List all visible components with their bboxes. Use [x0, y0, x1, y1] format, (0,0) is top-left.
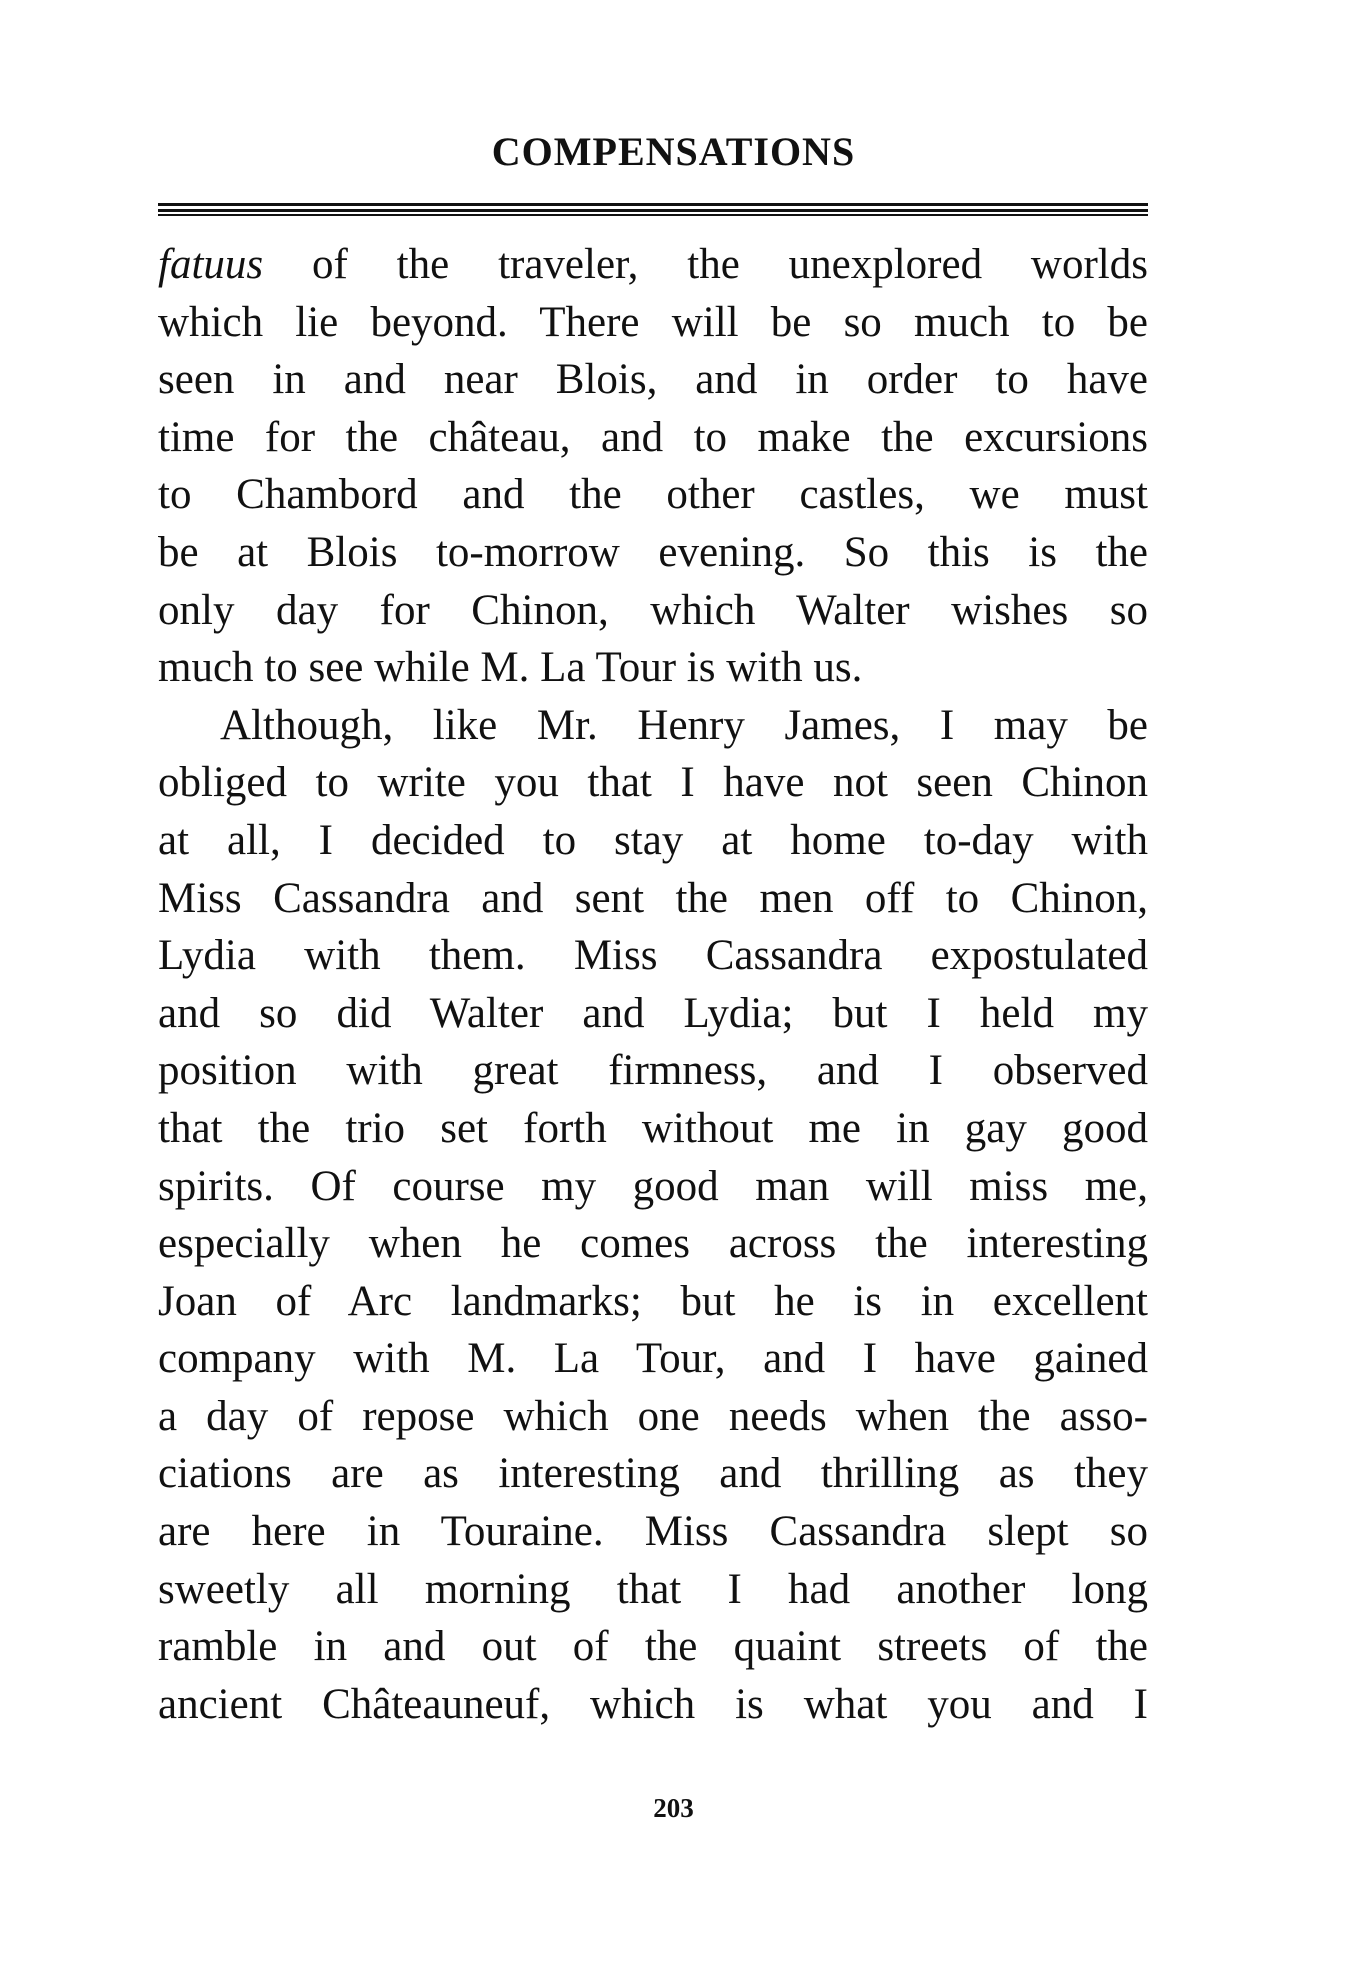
italic-word: fatuus — [158, 241, 264, 288]
text-line: obliged to write you that I have not seen Chinon — [158, 759, 1148, 807]
text-line — [158, 236, 1148, 294]
header-rule-line — [158, 209, 1148, 212]
header-rule — [158, 203, 1148, 217]
text-line: especially when he comes across the interesting — [158, 1220, 1148, 1268]
text-line-content: of the traveler, the unexplored worlds — [263, 241, 1148, 288]
text-line: that the trio set forth without me in gay good — [158, 1104, 1148, 1152]
text-line: be at Blois to-morrow evening. So this is the — [158, 528, 1148, 576]
text-line: which lie beyond. There will be so much to be — [158, 298, 1148, 346]
running-head: COMPENSATIONS — [491, 129, 856, 174]
text-line: Lydia with them. Miss Cassandra expostulated — [158, 932, 1148, 980]
text-line: ciations are as interesting and thrilling as they — [158, 1450, 1148, 1498]
page-number: 203 — [653, 1793, 694, 1823]
text-line: Joan of Arc landmarks; but he is in excellent — [158, 1277, 1148, 1325]
text-line: and so did Walter and Lydia; but I held my — [158, 989, 1148, 1037]
header-rule-line — [158, 203, 1148, 206]
text-line: sweetly all morning that I had another long — [158, 1565, 1148, 1613]
body-text — [158, 236, 1148, 1733]
text-line: spirits. Of course my good man will miss me, — [158, 1162, 1148, 1210]
text-line: at all, I decided to stay at home to-day with — [158, 816, 1148, 864]
text-line: ancient Châteauneuf, which is what you and I — [158, 1680, 1148, 1728]
text-line: seen in and near Blois, and in order to have — [158, 356, 1148, 404]
header-rule-line — [158, 214, 1148, 216]
text-line: ramble in and out of the quaint streets of the — [158, 1623, 1148, 1671]
text-line: company with M. La Tour, and I have gained — [158, 1335, 1148, 1383]
text-line: are here in Touraine. Miss Cassandra slept so — [158, 1508, 1148, 1556]
text-line: Miss Cassandra and sent the men off to Chinon, — [158, 874, 1148, 922]
text-line: to Chambord and the other castles, we must — [158, 471, 1148, 519]
text-line: only day for Chinon, which Walter wishes so — [158, 586, 1148, 634]
text-line: a day of repose which one needs when the asso- — [158, 1392, 1148, 1440]
text-line: much to see while M. La Tour is with us. — [158, 644, 863, 692]
text-line: Although, like Mr. Henry James, I may be — [220, 701, 1148, 749]
text-line: position with great firmness, and I observed — [158, 1047, 1148, 1095]
text-line: time for the château, and to make the excursions — [158, 413, 1148, 461]
